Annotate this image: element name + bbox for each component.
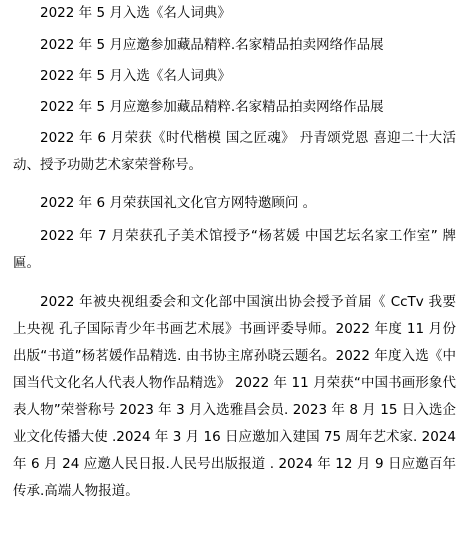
paragraph-4: 2022 年 5 月应邀参加藏品精粹.名家精品拍卖网络作品展 — [40, 99, 384, 115]
paragraph-1: 2022 年 5 月入选《名人词典》 — [40, 5, 231, 21]
paragraph-6: 2022 年 6 月荣获国礼文化官方网特邀顾问 。 — [40, 195, 317, 211]
paragraph-8: 2022 年被央视组委会和文化部中国演出协会授予首届《 CcTv 我要上央视 孔子国际青少年书画艺术展》书画评委导师。2022 年度 11 月份出版“书道”杨茗媛作品精选. 由书协主席孙晓云题名。2022 年度入选《中国当代文化名人代表人物作品精选》 2022 年 11 月荣获“中国书画形象代表人物”荣誉称号 2023 年 3 月入选雅昌会员. 2023 年 8 月 15 日入选企业文化传播大使 .2024 年 3 月 16 日应邀加入建国 75 周年艺术家. 2024 年 6 月 24 应邀人民日报.人民号出版报道 . 2024 年 12 月 9 日应邀百年传承.高端人物报道。 — [13, 294, 456, 499]
paragraph-3: 2022 年 5 月入选《名人词典》 — [40, 68, 231, 84]
paragraph-7: 2022 年 7 月荣获孔子美术馆授予“杨茗媛 中国艺坛名家工作室” 牌匾。 — [13, 228, 456, 271]
paragraph-2: 2022 年 5 月应邀参加藏品精粹.名家精品拍卖网络作品展 — [40, 37, 384, 53]
paragraph-5: 2022 年 6 月荣获《时代楷模 国之匠魂》 丹青颂党恩 喜迎二十大活动、授予功勋艺术家荣誉称号。 — [13, 130, 456, 173]
